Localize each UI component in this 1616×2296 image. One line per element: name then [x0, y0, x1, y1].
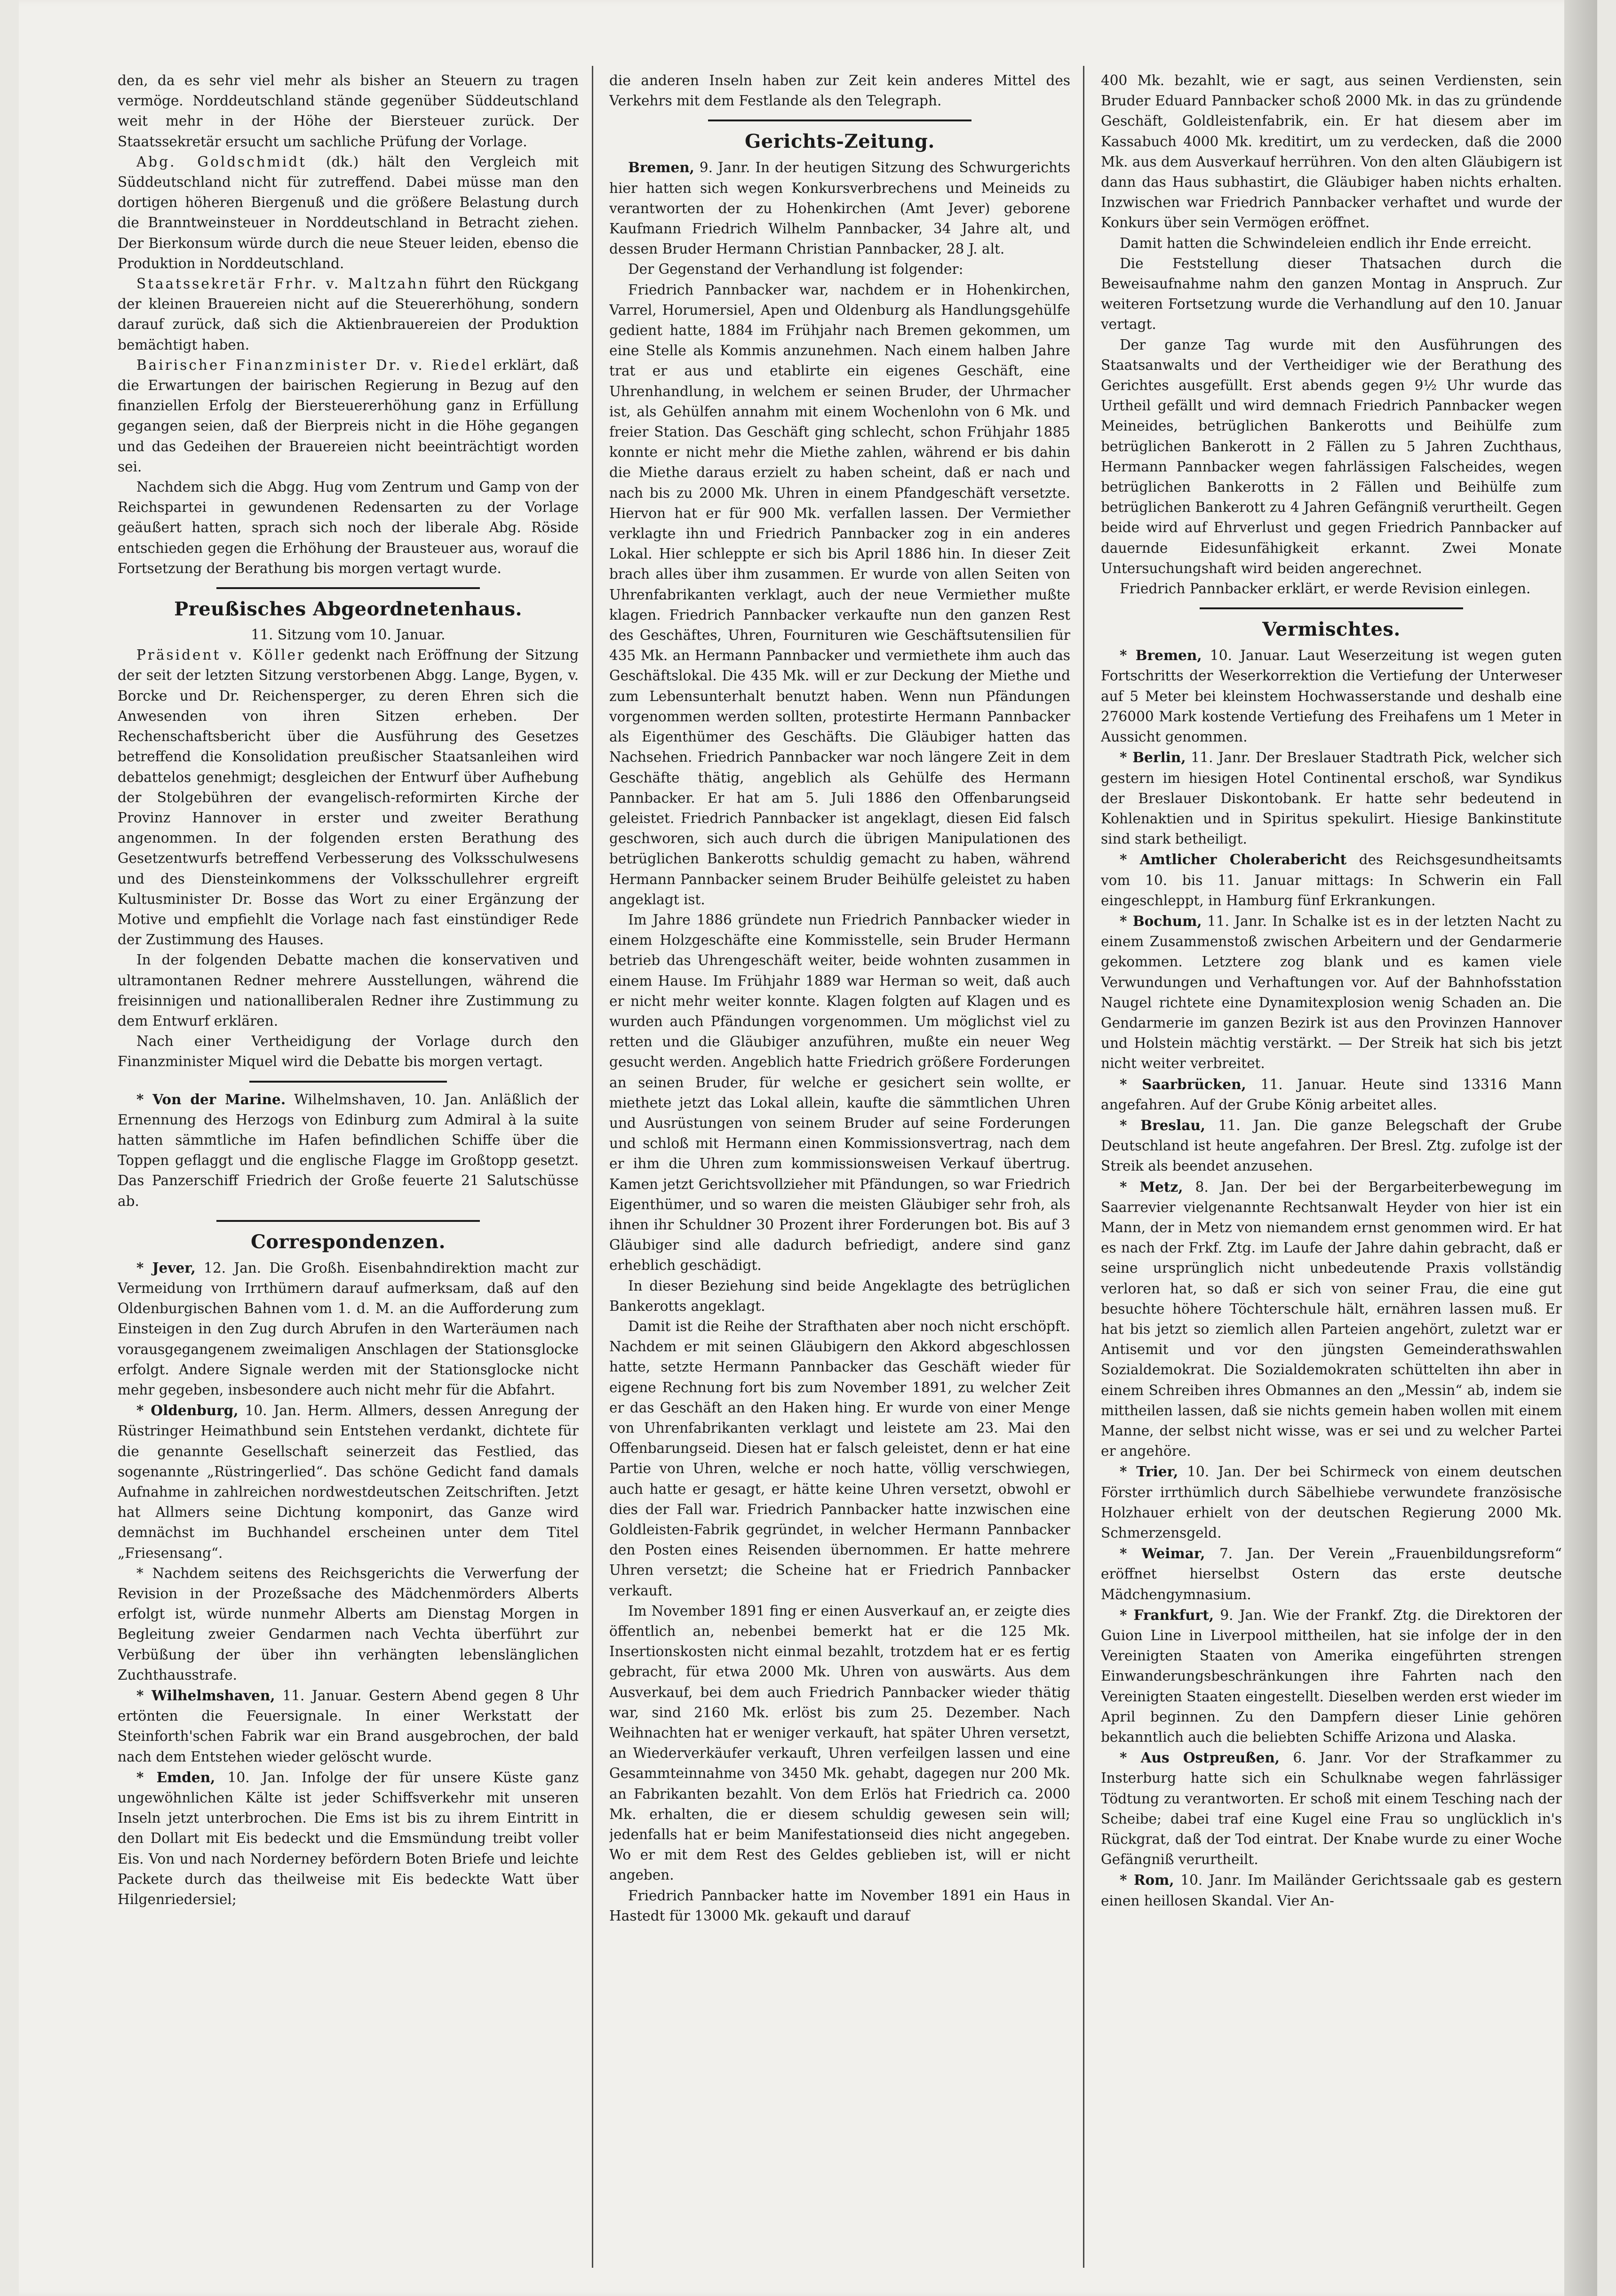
article-body-text: Im Jahre 1886 gründete nun Friedrich Pannbacker wieder in einem Holzgeschäfte eine Kommisstelle, sein Bruder Hermann betrieb das Uhrengeschäft weiter, beide wohnten zusammen in einem Hause. Im Frühjahr 1889 war Herman so weit, daß auch er nicht mehr weiter konnte. Klagen folgten auf Klagen und es wurden auch Pfändungen vorgenommen. Um möglichst viel zu retten und die Gläubiger anzuführen, mußte ein neuer Weg gesucht werden. Angeblich hatte Friedrich größere Forderungen an seinen Bruder, für welche er gesichert sein wollte, er miethete jetzt das Lokal allein, kaufte die sämmtlichen Uhren und Ausrüstungen von seinem Bruder auf seine Forderungen und schloß mit Hermann einen Kommissionsvertrag, nach dem er ihm die Uhren zum kommissionsweisen Verkauf übertrug. Kamen jetzt Gerichtsvollzieher mit Pfändungen, so war Friedrich Eigenthümer, und so waren die meisten Gläubiger sehr froh, als ihnen ihr Schuldner 30 Prozent ihrer Forderungen bot. Bis auf 3 Gläubiger sind alle dadurch befriedigt, andere sind ganz erheblich geschädigt.	[609, 911, 1070, 1274]
article-dateline: * Frankfurt,	[1120, 1606, 1214, 1623]
article-body-text: Im November 1891 fing er einen Ausverkauf an, er zeigte dies öffentlich an, nebenbei bemerkt hat er die 125 Mk. Insertionskosten nicht einmal bezahlt, trotzdem hat er es fertig gebracht, für etwa 2000 Mk. Uhren von auswärts. Aus dem Ausverkauf, bei dem auch Friedrich Pannbacker wieder thätig war, sind 2160 Mk. erlöst bis zum 25. Dezember. Nach Weihnachten hat er weniger verkauft, hat später Uhren versetzt, an Wiederverkäufer verkauft, Uhren verfeilgen lassen und eine Gesammteinnahme von 3450 Mk. gehabt, dagegen nur 200 Mk. an Fabrikanten bezahlt. Von dem Erlös hat Friedrich ca. 2000 Mk. erhalten, die er diesem schuldig gewesen sein will; jedenfalls hat er beim Manifestationseid dies nicht angegeben. Wo er mit dem Rest des Geldes geblieben ist, will er nicht angeben.	[609, 1602, 1070, 1883]
article-paragraph	[609, 910, 1070, 1276]
article-body-text: 10. Jan. Herm. Allmers, dessen Anregung der Rüstringer Heimathbund sein Entstehen verdankt, dichtete für die genannte Gesellschaft seinerzeit das Festlied, das sogenannte „Rüstringerlied“. Das schöne Gedicht fand damals Aufnahme in zahlreichen nordwestdeutschen Zeitschriften. Jetzt hat Allmers seine Dichtung komponirt, das Ganze wird demnächst im Buchhandel erscheinen unter dem Titel „Friesensang“.	[118, 1403, 579, 1561]
article-body-text: 6. Janr. Vor der Strafkammer zu Insterburg hatte sich ein Schulknabe wegen fahrlässiger Tödtung zu verantworten. Er schoß mit einem Tesching nach der Scheibe; dabei traf eine Kugel eine Frau so unglücklich in's Rückgrat, daß der Tod eintrat. Der Knabe wurde zu einer Woche Gefängniß verurtheilt.	[1101, 1750, 1562, 1868]
article-paragraph	[609, 259, 1070, 279]
article-body-text: 11. Jan. Die ganze Belegschaft der Grube Deutschland ist heute angefahren. Der Bresl. Ztg. zufolge ist der Streik als beendet anzusehen.	[1101, 1117, 1562, 1174]
text-column-2	[609, 71, 1070, 2282]
article-paragraph	[118, 355, 579, 477]
page-edge	[1564, 0, 1597, 2296]
article-paragraph	[118, 950, 579, 1031]
article-paragraph	[1101, 233, 1562, 254]
article-paragraph	[1101, 1115, 1562, 1177]
column-divider	[1083, 66, 1084, 2268]
article-paragraph	[1101, 849, 1562, 911]
article-dateline: Bremen,	[628, 159, 694, 176]
section-subheading: 11. Sitzung vom 10. Januar.	[251, 627, 446, 643]
article-body-text: 11. Janr. Der Breslauer Stadtrath Pick, welcher sich gestern im hiesigen Hotel Continental erschoß, war Syndikus der Breslauer Diskontobank. Er hatte sehr bedeutend in Kohlenaktien und in Spiritus spekulirt. Hiesige Bankinstitute sind stark betheiligt.	[1101, 749, 1562, 847]
section-heading: Preußisches Abgeordnetenhaus.	[174, 598, 522, 621]
article-body-text: 11. Januar. Gestern Abend gegen 8 Uhr ertönten die Feuersignale. In einer Werkstatt der Steinforth'schen Fabrik war ein Brand ausgebrochen, der bald nach dem Entstehen wieder gelöscht wurde.	[118, 1688, 579, 1765]
article-paragraph	[609, 280, 1070, 910]
section-rule	[216, 1220, 480, 1222]
article-body-text: 7. Jan. Der Verein „Frauenbildungsreform“ eröffnet hierselbst Ostern das erste deutsche Mädchengymnasium.	[1101, 1546, 1562, 1602]
section-rule	[249, 1081, 447, 1083]
article-dateline: * Bremen,	[1120, 647, 1202, 664]
article-body-text: Damit hatten die Schwindeleien endlich ihr Ende erreicht.	[1120, 235, 1532, 251]
article-paragraph	[1101, 71, 1562, 233]
article-dateline: Abg. Goldschmidt	[136, 153, 307, 170]
article-body-text: Damit ist die Reihe der Strafthaten aber noch nicht erschöpft. Nachdem er mit seinen Gläubigern den Akkord abgeschlossen hatte, setzte Hermann Pannbacker das Geschäft wieder für eigene Rechnung fort bis zum November 1891, zu welcher Zeit er das Geschäft an den Haken hing. Er wurde von einer Menge von Uhrenfabrikanten verklagt und leistete am 23. Mai den Offenbarungseid. Diesen hat er falsch geleistet, denn er hat eine Partie von Uhren, welche er noch hatte, völlig verschwiegen, auch hatte er gesagt, er hätte keine Uhren versetzt, obwohl er dies der Fall war. Friedrich Pannbacker hatte inzwischen eine Goldleisten-Fabrik gegründet, in welcher Hermann Pannbacker den Posten eines Reisenden übernommen. Er hatte mehrere Uhren versetzt; die Scheine hat er Friedrich Pannbacker verkauft.	[609, 1318, 1070, 1599]
article-paragraph	[1101, 1074, 1562, 1115]
article-paragraph	[1101, 335, 1562, 579]
article-paragraph	[1101, 579, 1562, 599]
article-dateline: * Oldenburg,	[136, 1402, 239, 1419]
article-paragraph	[609, 1886, 1070, 1926]
article-body-text: den, da es sehr viel mehr als bisher an Steuern zu tragen vermöge. Norddeutschland stände gegenüber Süddeutschland weit mehr in der Höhe der Biersteuer zurück. Der Staatssekretär ersucht um sachliche Prüfung der Vorlage.	[118, 72, 579, 150]
article-body-text: Nachdem sich die Abgg. Hug vom Zentrum und Gamp von der Reichspartei in gewundenen Redensarten zu der Vorlage geäußert hatten, sprach sich noch der liberale Abg. Röside entschieden gegen die Erhöhung der Brausteuer aus, worauf die Fortsetzung der Berathung bis morgen vertagt wurde.	[118, 479, 579, 576]
article-paragraph	[118, 152, 579, 274]
article-dateline: * Weimar,	[1120, 1545, 1205, 1562]
article-body-text: 10. Januar. Laut Weserzeitung ist wegen guten Fortschritts der Weserkorrektion die Vertiefung der Unterweser auf 5 Meter bei kleinstem Hochwasserstande und deshalb eine 276000 Mark kostende Vertiefung des Freihafens um 1 Meter in Aussicht genommen.	[1101, 647, 1562, 745]
column-divider	[592, 66, 593, 2268]
article-paragraph	[1101, 645, 1562, 747]
article-body-text: In dieser Beziehung sind beide Angeklagte des betrüglichen Bankerotts angeklagt.	[609, 1277, 1070, 1314]
article-paragraph	[118, 477, 579, 579]
article-body-text: 10. Janr. Im Mailänder Gerichtssaale gab es gestern einen heillosen Skandal. Vier An-	[1101, 1872, 1562, 1909]
article-body-text: * Nachdem seitens des Reichsgerichts die Verwerfung der Revision in der Prozeßsache des Mädchenmörders Alberts erfolgt ist, würde nunmehr Alberts am Dienstag Morgen in Begleitung zweier Gendarmen nach Vechta überführt zur Verbüßung der über ihn verhängten lebenslänglichen Zuchthausstrafe.	[118, 1565, 579, 1683]
article-body-text: Friedrich Pannbacker war, nachdem er in Hohenkirchen, Varrel, Horumersiel, Apen und Oldenburg als Handlungsgehülfe gedient hatte, 1884 im Frühjahr nach Bremen gekommen, um eine Stelle als Kommis anzunehmen. Nach einem halben Jahre trat er aus und etablirte ein eigenes Geschäft, eine Uhrenhandlung, in welchem er seinen Bruder, der Uhrmacher ist, als Gehülfen annahm mit einem Wochenlohn von 6 Mk. und freier Station. Das Geschäft ging schlecht, schon Frühjahr 1885 konnte er nicht mehr die Miethe zahlen, während er bis dahin die Miethe daraus erzielt zu haben scheint, daß er nach und nach bis zu 2000 Mk. Uhren in einem Pfandgeschäft versetzte. Hiervon hat er für 900 Mk. verfallen lassen. Der Vermiether verklagte ihn und Friedrich Pannbacker zog in ein anderes Lokal. Hier schleppte er sich bis April 1886 hin. In dieser Zeit brach alles über ihm zusammen. Er wurde von allen Seiten von Uhrenfabrikanten verklagt, auch der neue Vermiether mußte klagen. Friedrich Pannbacker verkaufte nun den ganzen Rest des Geschäftes, Uhren, Fournituren wie Geschäftsutensilien für 435 Mk. an Hermann Pannbacker und vermiethete ihm auch das Geschäftslokal. Die 435 Mk. will er zur Deckung der Miethe und zum Lebensunterhalt benutzt haben. Wenn nun Pfändungen vorgenommen werden sollten, protestirte Hermann Pannbacker als Eigenthümer des Geschäfts. Die Gläubiger hatten das Nachsehen. Friedrich Pannbacker war noch längere Zeit in dem Geschäfte thätig, angeblich als Gehülfe des Hermann Pannbacker. Er hat am 5. Juli 1886 den Offenbarungseid geleistet. Friedrich Pannbacker ist angeklagt, diesen Eid falsch geschworen, sich auch durch die übrigen Manipulationen des betrüglichen Bankerotts schuldig gemacht zu haben, während Hermann Pannbacker seinem Bruder Beihülfe geleistet zu haben angeklagt ist.	[609, 281, 1070, 908]
article-dateline: * Amtlicher Cholerabericht	[1120, 851, 1347, 868]
article-paragraph	[609, 71, 1070, 111]
article-paragraph	[118, 274, 579, 355]
article-dateline: Staatssekretär Frhr. v. Maltzahn	[136, 276, 430, 292]
article-paragraph	[118, 1258, 579, 1400]
text-column-3	[1101, 71, 1562, 2282]
article-paragraph	[1101, 254, 1562, 335]
article-body-text: Wilhelmshaven, 10. Jan. Anläßlich der Ernennung des Herzogs von Edinburg zum Admiral à la suite hatten sämmtliche im Hafen befindlichen Schiffe über die Toppen geflaggt und die englische Flagge im Großtopp gesetzt. Das Panzerschiff Friedrich der Große feuerte 21 Salutschüsse ab.	[118, 1091, 579, 1209]
article-dateline: * Wilhelmshaven,	[136, 1687, 275, 1704]
section-rule	[1200, 607, 1463, 609]
article-body-text: die anderen Inseln haben zur Zeit kein anderes Mittel des Verkehrs mit dem Festlande als den Telegraph.	[609, 72, 1070, 109]
article-dateline: * Metz,	[1120, 1178, 1183, 1195]
article-body-text: 400 Mk. bezahlt, wie er sagt, aus seinen Verdiensten, sein Bruder Eduard Pannbacker schoß 2000 Mk. in das zu gründende Geschäft, Goldleistenfabrik, ein. Er hat diesem aber im Kassabuch 4000 Mk. kreditirt, um zu verdecken, daß die 2000 Mk. aus dem Ausverkauf herrühren. Von den alten Gläubigern ist dann das Haus subhastirt, die Gläubiger haben nichts erhalten. Inzwischen war Friedrich Pannbacker verhaftet und wurde der Konkurs über sein Vermögen eröffnet.	[1101, 72, 1562, 231]
article-paragraph	[1101, 1177, 1562, 1462]
article-paragraph	[118, 1089, 579, 1212]
article-dateline: * Trier,	[1120, 1463, 1178, 1480]
article-paragraph	[1101, 911, 1562, 1074]
article-dateline: * Berlin,	[1120, 749, 1186, 766]
article-paragraph	[1101, 1461, 1562, 1543]
article-paragraph	[1101, 1870, 1562, 1911]
article-dateline: * Aus Ostpreußen,	[1120, 1749, 1280, 1766]
article-dateline: Präsident v. Köller	[136, 647, 306, 663]
article-paragraph	[118, 1767, 579, 1910]
article-body-text: 11. Januar. Heute sind 13316 Mann angefahren. Auf der Grube König arbeitet alles.	[1101, 1076, 1562, 1113]
article-body-text: 10. Jan. Infolge der für unsere Küste ganz ungewöhnlichen Kälte ist jeder Schiffsverkehr mit unseren Inseln jetzt unterbrochen. Die Ems ist bis zu ihrem Eintritt in den Dollart mit Eis bedeckt und die Emsmündung treibt voller Eis. Von und nach Norderney befördern Boten Briefe und leichte Packete durch das theilweise mit Eis bedeckte Watt über Hilgenriedersiel;	[118, 1769, 579, 1908]
article-dateline: * Jever,	[136, 1259, 196, 1276]
article-body-text: Der ganze Tag wurde mit den Ausführungen des Staatsanwalts und der Vertheidiger wie der Berathung des Gerichtes ausgefüllt. Erst abends gegen 9½ Uhr wurde das Urtheil gefällt und wird demnach Friedrich Pannbacker wegen Meineides, betrüglichen Bankerotts und Beihülfe zum betrüglichen Bankerott in 2 Fällen zu 5 Jahren Zuchthaus, Hermann Pannbacker wegen fahrlässigen Falscheides, wegen betrüglichen Bankerotts in 2 Fällen und Beihülfe zum betrüglichen Bankerott zu 4 Jahren Gefängniß verurtheilt. Gegen beide wird auf Ehrverlust und gegen Friedrich Pannbacker auf dauernde Eidesunfähigkeit erkannt. Zwei Monate Untersuchungshaft wird beiden angerechnet.	[1101, 336, 1562, 576]
section-heading: Vermischtes.	[1262, 618, 1401, 641]
article-paragraph	[1101, 1747, 1562, 1870]
article-paragraph	[609, 1601, 1070, 1886]
article-body-text: 8. Jan. Der bei der Bergarbeiterbewegung im Saarrevier vielgenannte Rechtsanwalt Heyder von hier ist ein Mann, der in Metz von niemandem ernst genommen wird. Er hat es nach der Frkf. Ztg. im Laufe der Jahre dahin gebracht, daß er seine ursprünglich nicht unbedeutende Praxis vollständig verloren hat, so daß er sich von seiner Frau, die eine gut besuchte höhere Töchterschule hält, ernähren lassen muß. Er hat bis jetzt so ziemlich allen Parteien angehört, zuletzt war er Antisemit und vor den jüngsten Gemeinderathswahlen Sozialdemokrat. Die Sozialdemokraten schüttelten ihn aber in einem Schreiben ihres Obmannes an den „Messin“ ab, indem sie mittheilen lassen, daß sie nichts gemein haben wollen mit einem Manne, der selbst nicht wisse, was er sei und zu welcher Partei er angehöre.	[1101, 1179, 1562, 1459]
article-dateline: Bairischer Finanzminister Dr. v. Riedel	[136, 357, 488, 373]
newspaper-page	[19, 0, 1597, 2296]
article-paragraph	[118, 1563, 579, 1685]
article-paragraph	[609, 1316, 1070, 1601]
article-body-text: führt den Rückgang der kleinen Brauereien nicht auf die Steuererhöhung, sondern darauf zurück, daß sich die Aktienbrauereien der Produktion bemächtigt haben.	[118, 276, 579, 353]
section-rule	[708, 120, 971, 121]
section-rule	[216, 587, 480, 589]
article-paragraph	[118, 1400, 579, 1563]
article-body-text: In der folgenden Debatte machen die konservativen und ultramontanen Redner mehrere Ausstellungen, während die freisinnigen und nationalliberalen Redner ihre Zustimmung zu dem Entwurf erklären.	[118, 952, 579, 1029]
article-body-text: erklärt, daß die Erwartungen der bairischen Regierung in Bezug auf den finanziellen Erfolg der Biersteuererhöhung ganz in Erfüllung gegangen seien, daß der Bierpreis nicht in die Höhe gegangen und das Gedeihen der Brauereien nicht beeinträchtigt worden sei.	[118, 357, 579, 475]
article-paragraph	[1101, 747, 1562, 849]
article-body-text: 10. Jan. Der bei Schirmeck von einem deutschen Förster irrthümlich durch Säbelhiebe verwundete französische Holzhauer erhielt von der deutschen Regierung 2000 Mk. Schmerzensgeld.	[1101, 1464, 1562, 1541]
article-body-text: Die Feststellung dieser Thatsachen durch die Beweisaufnahme nahm den ganzen Montag in Anspruch. Zur weiteren Fortsetzung wurde die Verhandlung auf den 10. Januar vertagt.	[1101, 255, 1562, 333]
article-body-text: 12. Jan. Die Großh. Eisenbahndirektion macht zur Vermeidung von Irrthümern darauf aufmerksam, daß auf den Oldenburgischen Bahnen vom 1. d. M. an die Aufforderung zum Einsteigen in den Zug durch Abrufen in den Warteräumen nach vorausgegangenem zweimaligen Anschlagen der Stationsglocke erfolgt. Andere Signale werden mit der Stationsglocke nicht mehr gegeben, insbesondere auch nicht mehr für die Abfahrt.	[118, 1260, 579, 1398]
article-body-text: des Reichsgesundheitsamts vom 10. bis 11. Januar mittags: In Schwerin ein Fall eingeschleppt, in Hamburg fünf Erkrankungen.	[1101, 852, 1562, 909]
article-paragraph	[118, 1685, 579, 1767]
article-paragraph	[609, 1276, 1070, 1316]
section-heading: Correspondenzen.	[250, 1230, 446, 1253]
article-dateline: * Rom,	[1120, 1872, 1174, 1889]
article-dateline: * Saarbrücken,	[1120, 1076, 1246, 1092]
article-paragraph	[1101, 1543, 1562, 1605]
article-body-text: Der Gegenstand der Verhandlung ist folgender:	[628, 261, 963, 278]
article-dateline: * Bochum,	[1120, 912, 1202, 929]
article-body-text: 9. Janr. In der heutigen Sitzung des Schwurgerichts hier hatten sich wegen Konkursverbrechens und Meineids zu verantworten der zu Hohenkirchen (Amt Jever) geborene Kaufmann Friedrich Wilhelm Pannbacker, 34 Jahre alt, und dessen Bruder Hermann Christian Pannbacker, 28 J. alt.	[609, 159, 1070, 257]
article-body-text: Friedrich Pannbacker hatte im November 1891 ein Haus in Hastedt für 13000 Mk. gekauft und darauf	[609, 1887, 1070, 1924]
article-body-text: Nach einer Vertheidigung der Vorlage durch den Finanzminister Miquel wird die Debatte bis morgen vertagt.	[118, 1033, 579, 1070]
article-body-text: gedenkt nach Eröffnung der Sitzung der seit der letzten Sitzung verstorbenen Abgg. Lange, Bygen, v. Borcke und Dr. Reichensperger, zu deren Ehren sich die Anwesenden von ihren Sitzen erheben. Der Rechenschaftsbericht über die Ausführung des Gesetzes betreffend die Konsolidation preußischer Staatsanleihen wird debattelos genehmigt; desgleichen der Entwurf über Aufhebung der Stolgebühren der evangelisch-reformirten Kirche der Provinz Hannover in erster und zweiter Berathung angenommen. In der folgenden ersten Berathung des Gesetzentwurfs betreffend Verbesserung des Volksschulwesens und des Diensteinkommens der Volksschullehrer ergreift Kultusminister Dr. Bosse das Wort zu einer Ergänzung der Motive und empfiehlt die Vorlage nach fast einstündiger Rede der Zustimmung des Hauses.	[118, 647, 579, 948]
text-column-1	[118, 71, 579, 2282]
article-dateline: * Breslau,	[1120, 1116, 1206, 1133]
article-paragraph	[118, 1031, 579, 1072]
article-body-text: Friedrich Pannbacker erklärt, er werde Revision einlegen.	[1120, 581, 1531, 597]
article-dateline: * Emden,	[136, 1769, 215, 1786]
article-dateline: * Von der Marine.	[136, 1091, 286, 1108]
article-body-text: (dk.) hält den Vergleich mit Süddeutschland nicht für zutreffend. Dabei müsse man den dortigen höheren Biergenuß und die größere Belastung durch die Branntweinsteuer in Norddeutschland in Betracht ziehen. Der Bierkonsum würde durch die neue Steuer leiden, ebenso die Produktion in Norddeutschland.	[118, 153, 579, 271]
article-paragraph	[118, 71, 579, 152]
article-paragraph	[609, 157, 1070, 259]
section-heading: Gerichts-Zeitung.	[745, 130, 935, 153]
article-paragraph	[118, 645, 579, 950]
article-body-text: 11. Janr. In Schalke ist es in der letzten Nacht zu einem Zusammenstoß zwischen Arbeitern und der Gendarmerie gekommen. Letztere zog blank und es kamen viele Verwundungen und Verhaftungen vor. Auf der Bahnhofsstation Naugel richtete eine Dynamitexplosion wenig Schaden an. Die Gendarmerie im ganzen Bezirk ist aus den Provinzen Hannover und Holstein mächtig verstärkt. — Der Streik hat sich bis jetzt nicht weiter verbreitet.	[1101, 913, 1562, 1072]
article-paragraph	[1101, 1605, 1562, 1747]
article-body-text: 9. Jan. Wie der Frankf. Ztg. die Direktoren der Guion Line in Liverpool mittheilen, hat sie infolge der in den Vereinigten Staaten von Amerika eingeführten strengen Einwanderungsbeschränkungen ihre Fahrten nach den Vereinigten Staaten eingestellt. Dieselben werden erst wieder im April beginnen. Zu den Dampfern dieser Linie gehören bekanntlich auch die beliebten Schiffe Arizona und Alaska.	[1101, 1607, 1562, 1746]
